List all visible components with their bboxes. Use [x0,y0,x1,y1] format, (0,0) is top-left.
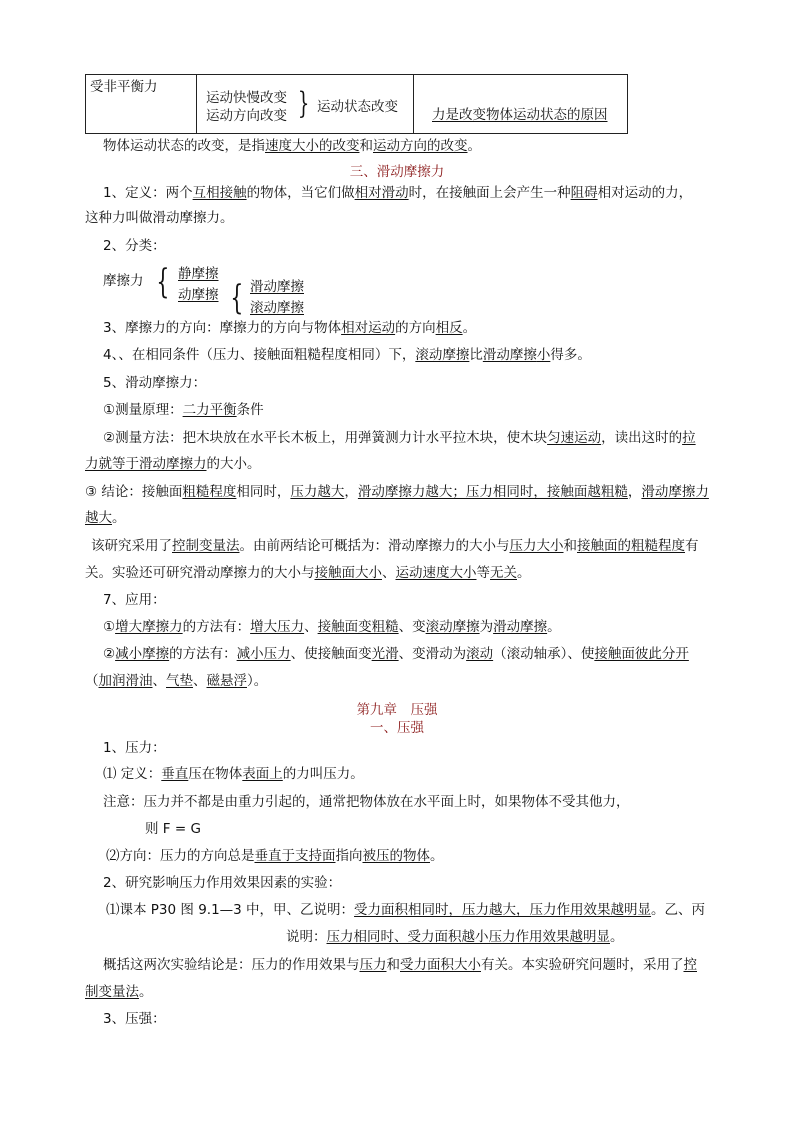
text: 物体运动状态的改变，是指 [103,138,265,154]
text: 概括这两次实验结论是：压力的作用效果与 [103,957,360,973]
table-cell-conclusion [414,75,628,134]
text: 相对滑动 [354,185,409,201]
text: ， [627,484,642,500]
force-equation: 则 F = G [145,821,201,837]
text: 该研究采用了 [91,538,172,554]
text: 运动方向的改变 [373,138,468,154]
text: 被压的物体 [362,848,430,864]
text: 1、定义：两个 [103,185,193,201]
classification-label: 2、分类： [103,238,166,254]
text: 、 [193,673,207,689]
motion-state-line [103,136,481,156]
text: 粗糙程度 [182,484,237,500]
text: 磁悬浮 [206,673,247,689]
direction-line [103,318,476,338]
experiment-label: 2、研究影响压力作用效果因素的实验： [103,875,342,891]
text: 。 [467,138,481,154]
table-direction-change: 运动方向改变 [206,108,287,124]
text: 光滑 [371,646,399,662]
text: 的方法有： [169,646,237,662]
text: 的方法有： [182,619,251,635]
text: 二力平衡 [182,402,237,418]
text: 匀速运动 [547,430,602,446]
text: 有关。本实验研究问题时，采用了 [481,957,684,973]
text: 受力面积大小 [400,957,481,973]
text: 速度大小的改变 [265,138,360,154]
definition-line [103,183,692,203]
text: 。 [610,929,624,945]
text: 有 [685,538,699,554]
text: ③ 结论：接触面 [85,484,183,500]
text: 。 [462,320,477,336]
summary-line [103,955,697,975]
table-motion-state-change: 运动状态改变 [317,99,398,115]
table-cell-change [197,75,414,134]
increase-friction-line [103,617,561,637]
text: 接触面变粗糙 [317,619,399,635]
text: ② [103,646,116,662]
text: 指向 [335,848,363,864]
text: 的物体，当它们做 [246,185,355,201]
sliding-friction: 滑动摩擦 [250,279,304,295]
text: 控 [683,957,697,973]
text: ②测量方法：把木块放在水平长木板上，用弹簧测力计水平拉木块，使木块 [103,430,548,446]
table-force-changes-motion: 力是改变物体运动状态的原因 [432,107,608,123]
friction-root: 摩擦力 [103,273,144,289]
text: 滚动摩擦 [425,619,480,635]
experiment-line-1 [106,900,705,920]
text: 无关 [490,565,517,581]
text: 。 [430,848,444,864]
text: 为 [479,619,494,635]
text: 、 [152,673,166,689]
text: 加润滑油 [98,673,153,689]
force-note: 注意：压力并不都是由重力引起的，通常把物体放在水平面上时，如果物体不受其他力， [103,794,630,810]
text: 、 [304,619,318,635]
text: 等 [476,565,490,581]
text: 、 [382,565,396,581]
text: 。乙、丙 [651,902,706,918]
text: 压力越大 [290,484,345,500]
text: 和 [563,538,577,554]
rolling-friction: 滚动摩擦 [250,300,304,316]
text: 越大 [85,510,112,526]
text: ①测量原理： [103,402,183,418]
text: 相对运动的力， [597,185,693,201]
measure-method-2 [85,454,261,474]
force-label: 1、压力： [103,740,166,756]
chapter-heading-pressure: 第九章 压强 [356,702,438,718]
text: 时，在接触面上会产生一种 [408,185,571,201]
text: 运动速度大小 [395,565,477,581]
state-change-table [85,74,628,134]
research-line-2 [85,563,531,583]
text: 滚动摩擦 [415,347,470,363]
text: 的方向 [395,320,436,336]
section-heading-pressure: 一、压强 [370,720,424,736]
text: 滑动摩擦力 [641,484,709,500]
table-cell-force [86,75,197,134]
text: 的力叫压力。 [282,766,364,782]
text: ）。 [247,673,268,689]
text: 3、摩擦力的方向：摩擦力的方向与物体 [103,320,342,336]
text: 得多。 [550,347,591,363]
sliding-friction-label: 5、滑动摩擦力： [103,375,207,391]
text: 滑动摩擦 [493,619,548,635]
text: （滚动轴承）、使 [493,646,595,662]
text: 增大压力 [250,619,305,635]
text: 控制变量法 [172,538,240,554]
text: 垂直于支持面 [254,848,336,864]
text: 垂直 [161,766,189,782]
text: 压力大小 [509,538,564,554]
table-unbalanced-force: 受非平衡力 [90,79,158,95]
text: 阻碍 [570,185,598,201]
text: 制变量法 [85,984,139,1000]
table-speed-change: 运动快慢改变 [206,90,287,106]
experiment-line-2 [286,927,624,947]
pressure-label: 3、压强： [103,1011,166,1027]
text: （ [85,673,99,689]
text: 、变 [398,619,426,635]
text: 互相接触 [192,185,247,201]
text: 相对运动 [341,320,396,336]
text: 受力面积相同时，压力越大，压力作用效果越明显 [354,902,652,918]
text: 的大小。 [206,456,261,472]
text: 接触面大小 [314,565,382,581]
comparison-line [103,345,591,365]
text: 接触面彼此分开 [594,646,689,662]
left-brace-icon: { [230,278,244,318]
reduce-friction-line [103,644,689,664]
conclusion-line-2 [85,508,126,528]
text: 条件 [236,402,264,418]
static-friction: 静摩擦 [178,266,219,282]
text: 比 [469,347,483,363]
measure-principle [103,400,264,420]
text: 说明： [286,929,327,945]
text: 减小压力 [236,646,291,662]
text: 、使接触面变 [290,646,372,662]
text: 。 [139,984,153,1000]
text: 相同时， [236,484,291,500]
text: ， [344,484,358,500]
summary-line-2 [85,982,153,1002]
left-brace-icon: { [156,262,170,302]
text: 滚动 [466,646,494,662]
force-direction [106,846,444,866]
conclusion-line [85,482,709,502]
text: ⑵方向：压力的方向总是 [106,848,255,864]
text: 滑动摩擦 [482,347,537,363]
text: 接触面的粗糙程度 [577,538,685,554]
reduce-friction-line-2 [85,671,267,691]
measure-method [103,428,696,448]
text: 压力 [359,957,387,973]
kinetic-friction: 动摩擦 [178,287,219,303]
text: 压在物体 [188,766,243,782]
text: 气垫 [166,673,193,689]
text: 压力相同时、受力面积越小压力作用效果越明显 [326,929,610,945]
force-definition [103,764,364,784]
text: 关。实验还可研究滑动摩擦力的大小与 [85,565,315,581]
text: 拉 [682,430,696,446]
text: 、变滑动为 [398,646,467,662]
section-heading-sliding-friction: 三、滑动摩擦力 [349,164,445,180]
definition-line-2: 这种力叫做滑动摩擦力。 [85,210,234,226]
text: ⑴课本 P30 图 9.1—3 中，甲、乙说明： [106,902,355,918]
text: 增大摩擦力 [115,619,183,635]
text: 。由前两结论可概括为：滑动摩擦力的大小与 [239,538,510,554]
text: 表面上 [242,766,283,782]
text: 减小摩擦 [115,646,170,662]
application-label: 7、应用： [103,592,166,608]
text: ① [103,619,116,635]
text: ⑴ 定义： [103,766,162,782]
text: 和 [359,138,373,154]
text: 小 [536,347,551,363]
text: 滑动摩擦力越大；压力相同时，接触面越粗糙 [357,484,628,500]
text: 力就等于滑动摩擦力 [85,456,207,472]
text: ，读出这时的 [601,430,683,446]
text: 。 [547,619,561,635]
text: 4、、在相同条件（压力、接触面粗糙程度相同）下， [103,347,416,363]
research-line [91,536,699,556]
text: 相反 [435,320,463,336]
text: 。 [517,565,531,581]
text: 。 [112,510,126,526]
text: 和 [386,957,400,973]
right-brace-icon: } [297,86,310,121]
